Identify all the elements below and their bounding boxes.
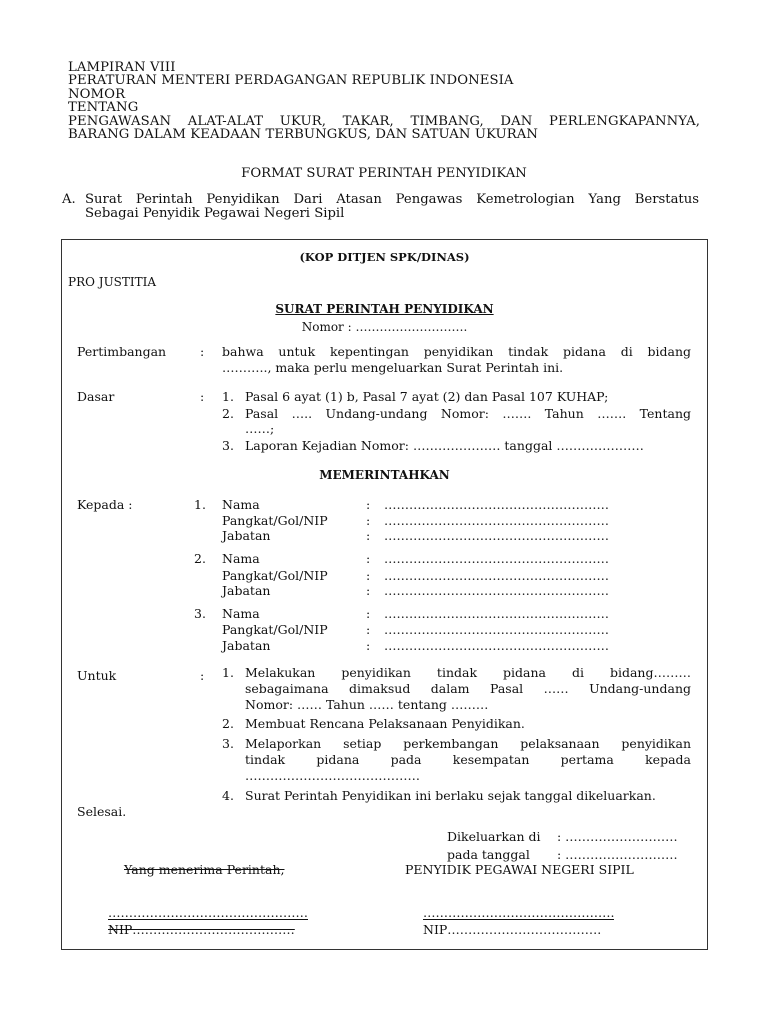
untuk-item-num: 3. — [222, 736, 234, 751]
untuk-item-text: Surat Perintah Penyidikan ini berlaku sejak tanggal dikeluarkan. — [245, 788, 656, 803]
untuk-item-text: Melaporkan setiap perkembangan pelaksanaan penyidikan — [245, 736, 691, 751]
lampiran-label: LAMPIRAN VIII — [68, 60, 176, 75]
dasar-item-text: Pasal 6 ayat (1) b, Pasal 7 ayat (2) dan Pasal 107 KUHAP; — [245, 389, 609, 404]
dasar-item-text: Laporan Kejadian Nomor: ………………… tanggal ………………… — [245, 438, 644, 453]
pro-justitia: PRO JUSTITIA — [68, 275, 157, 289]
field-colon: : — [366, 528, 371, 543]
section-a-label: A. — [62, 192, 76, 207]
format-title: FORMAT SURAT PERINTAH PENYIDIKAN — [241, 166, 527, 181]
nomor-line: Nomor : ………………………. — [301, 320, 468, 334]
tanggal-label: pada tanggal — [447, 847, 530, 862]
untuk-item-text-cont: sebagaimana dimaksud dalam Pasal …… Undang-undang — [245, 681, 691, 696]
field-label: Jabatan — [222, 528, 271, 543]
dasar-item-num: 2. — [222, 406, 234, 421]
untuk-item-text-cont: …………………………………… — [245, 768, 420, 783]
doc-title: SURAT PERINTAH PENYIDIKAN — [275, 302, 494, 316]
person-num: 3. — [194, 606, 206, 621]
issuer-nip: NIP………………………………. — [423, 922, 602, 937]
field-value: ……………………………………………… — [384, 606, 609, 621]
section-a-line-2: Sebagai Penyidik Pegawai Negeri Sipil — [85, 206, 345, 221]
field-value: ……………………………………………… — [384, 583, 609, 598]
dikeluarkan-value: : ……………………… — [557, 829, 678, 844]
nomor-label: NOMOR — [68, 87, 126, 102]
field-colon: : — [366, 568, 371, 583]
untuk-item-text-cont: tindak pidana pada kesempatan pertama kepada — [245, 752, 691, 767]
form-box — [61, 239, 708, 950]
pertimbangan-line-1: bahwa untuk kepentingan penyidikan tindak pidana di bidang — [222, 344, 691, 359]
receiver-sign-line: ………………………………………… — [108, 905, 308, 920]
untuk-item-num: 1. — [222, 665, 234, 680]
field-value: ……………………………………………… — [384, 528, 609, 543]
peraturan-title: PERATURAN MENTERI PERDAGANGAN REPUBLIK INDONESIA — [68, 73, 514, 88]
receiver-nip: NIP………………………………… — [108, 922, 295, 937]
field-colon: : — [366, 622, 371, 637]
field-label: Nama — [222, 606, 260, 621]
field-label: Nama — [222, 497, 260, 512]
pertimbangan-colon: : — [200, 344, 205, 359]
dasar-colon: : — [200, 389, 205, 404]
memerintahkan-heading: MEMERINTAHKAN — [319, 468, 450, 482]
tentang-label: TENTANG — [68, 100, 139, 115]
receiver-title: Yang menerima Perintah, — [124, 862, 285, 877]
field-value: ……………………………………………… — [384, 638, 609, 653]
pertimbangan-line-2: ……….., maka perlu mengeluarkan Surat Perintah ini. — [222, 360, 564, 375]
pertimbangan-label: Pertimbangan — [77, 344, 167, 359]
untuk-item-num: 4. — [222, 788, 234, 803]
field-value: ……………………………………………… — [384, 513, 609, 528]
dikeluarkan-label: Dikeluarkan di — [447, 829, 541, 844]
field-label: Pangkat/Gol/NIP — [222, 568, 328, 583]
kepada-label: Kepada : — [77, 497, 133, 512]
untuk-item-text: Melakukan penyidikan tindak pidana di bidang……… — [245, 665, 691, 680]
field-value: ……………………………………………… — [384, 568, 609, 583]
dasar-item-text: Pasal ….. Undang-undang Nomor: ……. Tahun ……. Tentang — [245, 406, 691, 421]
issuer-sign-line: ………………………………………. — [423, 905, 615, 920]
dasar-label: Dasar — [77, 389, 115, 404]
person-num: 2. — [194, 551, 206, 566]
untuk-label: Untuk — [77, 668, 117, 683]
untuk-item-num: 2. — [222, 716, 234, 731]
untuk-colon: : — [200, 668, 205, 683]
kop-header: (KOP DITJEN SPK/DINAS) — [299, 250, 470, 264]
field-label: Jabatan — [222, 638, 271, 653]
subject-line-1: PENGAWASAN ALAT-ALAT UKUR, TAKAR, TIMBANG, DAN PERLENGKAPANNYA, — [68, 114, 700, 129]
untuk-item-text: Membuat Rencana Pelaksanaan Penyidikan. — [245, 716, 525, 731]
field-label: Pangkat/Gol/NIP — [222, 622, 328, 637]
issuer-title: PENYIDIK PEGAWAI NEGERI SIPIL — [405, 862, 634, 877]
selesai-label: Selesai. — [77, 804, 127, 819]
field-colon: : — [366, 638, 371, 653]
field-colon: : — [366, 551, 371, 566]
field-label: Jabatan — [222, 583, 271, 598]
field-value: ……………………………………………… — [384, 551, 609, 566]
person-num: 1. — [194, 497, 206, 512]
dasar-item-num: 1. — [222, 389, 234, 404]
section-a-line-1: Surat Perintah Penyidikan Dari Atasan Pengawas Kemetrologian Yang Berstatus — [85, 192, 699, 207]
dasar-item-text-cont: ……; — [245, 421, 275, 436]
untuk-item-text-cont: Nomor: …… Tahun …… tentang ……… — [245, 697, 489, 712]
field-colon: : — [366, 497, 371, 512]
field-colon: : — [366, 513, 371, 528]
field-label: Nama — [222, 551, 260, 566]
field-colon: : — [366, 606, 371, 621]
field-colon: : — [366, 583, 371, 598]
field-value: ……………………………………………… — [384, 497, 609, 512]
subject-line-2: BARANG DALAM KEADAAN TERBUNGKUS, DAN SATUAN UKURAN — [68, 127, 539, 142]
field-value: ……………………………………………… — [384, 622, 609, 637]
dasar-item-num: 3. — [222, 438, 234, 453]
tanggal-value: : ……………………… — [557, 847, 678, 862]
field-label: Pangkat/Gol/NIP — [222, 513, 328, 528]
